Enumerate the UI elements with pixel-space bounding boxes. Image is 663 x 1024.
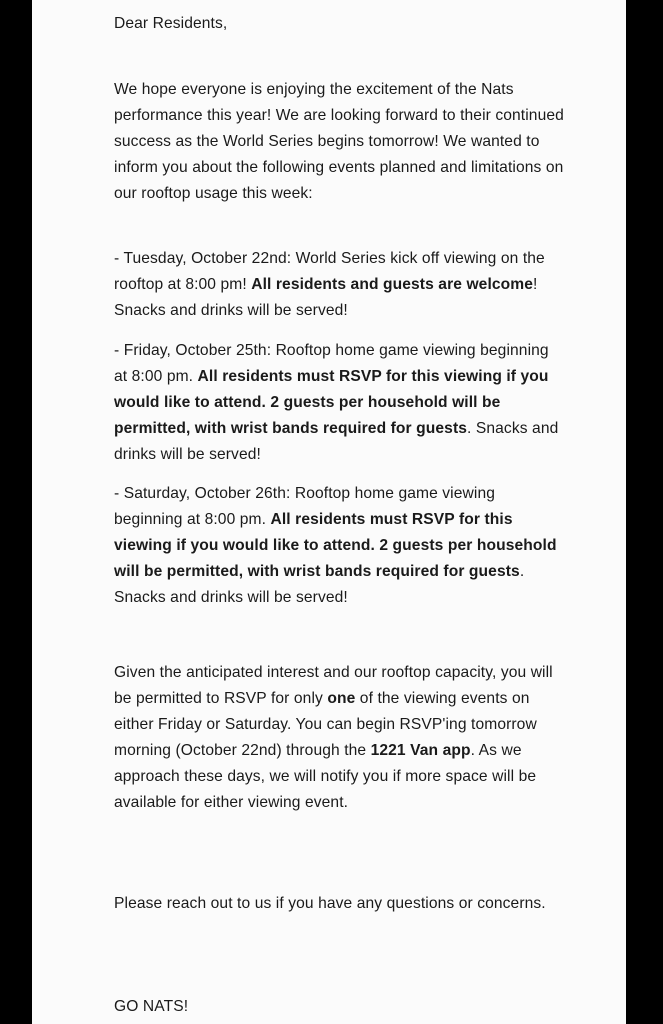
- rsvp-text: . As we approach these days, we will notify you if more space will be available for either viewing event.: [114, 741, 537, 811]
- event-lead: - Tuesday, October 22nd: World Series kick off viewing on the rooftop at 8:00 pm!: [114, 250, 545, 293]
- rsvp-paragraph: [114, 660, 564, 815]
- rsvp-text: of the viewing events on either Friday or Saturday. You can begin RSVP'ing tomorrow morning (October 22nd) through the: [114, 689, 537, 759]
- rsvp-bold-app: 1221 Van app: [370, 741, 471, 759]
- contact-paragraph: Please reach out to us if you have any questions or concerns.: [114, 895, 546, 912]
- signoff: GO NATS!: [114, 998, 189, 1015]
- event-bold: All residents must RSVP for this viewing if you would like to attend. 2 guests per household will be permitted, with wrist bands required for guests: [114, 510, 557, 580]
- event-item-saturday: [114, 481, 564, 611]
- event-bold: All residents and guests are welcome: [251, 275, 534, 293]
- intro-paragraph: We hope everyone is enjoying the excitement of the Nats performance this year! We are looking forward to their continued success as the World Series begins tomorrow! We wanted to inform you about the following events planned and limitations on our rooftop usage this week:: [114, 81, 564, 202]
- event-tail: . Snacks and drinks will be served!: [114, 419, 559, 463]
- event-lead: - Saturday, October 26th: Rooftop home game viewing beginning at 8:00 pm.: [114, 485, 495, 528]
- event-tail: . Snacks and drinks will be served!: [114, 562, 525, 606]
- rsvp-text: Given the anticipated interest and our rooftop capacity, you will be permitted to RSVP for only: [114, 664, 553, 707]
- rsvp-bold-one: one: [327, 689, 356, 707]
- event-tail: ! Snacks and drinks will be served!: [114, 275, 538, 319]
- letter-sheet: [32, 0, 626, 1024]
- event-item-tuesday: [114, 246, 564, 324]
- event-lead: - Friday, October 25th: Rooftop home game viewing beginning at 8:00 pm.: [114, 342, 549, 385]
- greeting: Dear Residents,: [114, 15, 228, 32]
- event-item-friday: [114, 338, 564, 468]
- event-bold: All residents must RSVP for this viewing if you would like to attend. 2 guests per household will be permitted, with wrist bands required for guests: [114, 367, 549, 437]
